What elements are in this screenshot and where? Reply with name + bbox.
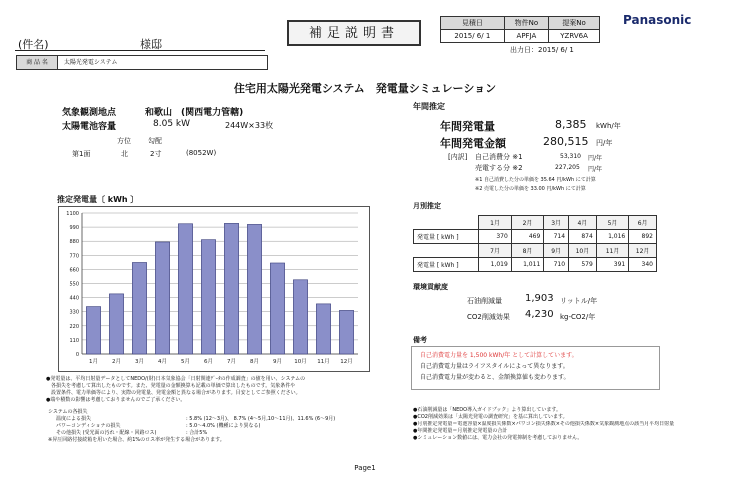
y-tick-label: 990 bbox=[69, 225, 79, 232]
month-header: 12月 bbox=[629, 244, 657, 258]
y-tick-label: 220 bbox=[69, 323, 79, 330]
month-value: 1,016 bbox=[596, 230, 628, 244]
annual-money-unit: 円/年 bbox=[596, 139, 613, 147]
breakdown-label: [内訳] bbox=[448, 153, 468, 161]
annual-gen-label: 年間発電量 bbox=[440, 120, 495, 133]
month-value: 370 bbox=[479, 230, 511, 244]
month-header: 10月 bbox=[569, 244, 597, 258]
month-header: 8月 bbox=[511, 244, 543, 258]
face-direction: 北 bbox=[121, 150, 128, 158]
x-tick-label: 8月 bbox=[250, 359, 259, 365]
month-header: 3月 bbox=[544, 216, 569, 230]
month-value: 340 bbox=[629, 258, 657, 272]
meta-header: 物件No bbox=[504, 17, 548, 30]
bar bbox=[201, 240, 215, 354]
y-tick-label: 1100 bbox=[66, 211, 79, 217]
note-line: ●端や積数の影響は考慮しておりませんのでご了承ください。 bbox=[46, 397, 186, 403]
bottom-note: ●月別推定発電量＝電池容量×温度損失係数×パワコン損失係数×その他損失係数×気象観測地点の該当月平均日射量 bbox=[413, 421, 675, 427]
co2-label: CO2削減効果 bbox=[467, 313, 510, 321]
note-line: ●発電量は、平均日射量データとしてNEDO/(財)日本気象協会「日射関連ﾃﾞｰﾀの作成調査」の値を用い、システムの bbox=[46, 376, 306, 382]
monthly-title: 月別推定 bbox=[413, 202, 441, 210]
monthly-table bbox=[413, 215, 657, 272]
month-header: 11月 bbox=[596, 244, 628, 258]
case-name: 様邸 bbox=[140, 38, 162, 51]
month-value: 892 bbox=[629, 230, 657, 244]
oil-label: 石油削減量 bbox=[467, 297, 502, 305]
self-unit: 円/年 bbox=[588, 155, 603, 162]
month-header: 1月 bbox=[479, 216, 511, 230]
case-label: (件名) bbox=[18, 38, 49, 51]
bar bbox=[109, 294, 123, 354]
bar bbox=[86, 307, 100, 354]
x-tick-label: 10月 bbox=[294, 359, 307, 365]
face-slope: 2寸 bbox=[150, 150, 162, 158]
table-corner bbox=[414, 216, 479, 230]
bar-chart bbox=[58, 206, 368, 370]
face-label: 第1面 bbox=[72, 150, 91, 158]
loss-row bbox=[48, 430, 408, 437]
bar bbox=[293, 280, 307, 354]
month-header: 4月 bbox=[569, 216, 597, 230]
note-line: 各損失を考慮して算出したものです。また、発電量の金額換算も記載の単価で算出したものです。気象条件や bbox=[46, 383, 296, 389]
x-tick-label: 3月 bbox=[135, 359, 144, 365]
month-value: 710 bbox=[544, 258, 569, 272]
annual-gen-value: 8,385 bbox=[555, 118, 587, 131]
bar bbox=[178, 224, 192, 354]
remarks-text bbox=[420, 352, 655, 382]
loss-name: パワーコンディショナの損失 bbox=[56, 423, 121, 429]
row-label: 発電量 [ kWh ] bbox=[414, 258, 479, 272]
case-underline bbox=[15, 50, 265, 51]
loss-block bbox=[48, 409, 408, 444]
annual-money-value: 280,515 bbox=[543, 135, 589, 148]
self-label: 自己消費分 ※1 bbox=[475, 153, 523, 161]
capacity-detail: 244W×33枚 bbox=[225, 121, 274, 130]
page-number: Page1 bbox=[354, 464, 376, 472]
month-value: 391 bbox=[596, 258, 628, 272]
bar bbox=[270, 263, 284, 354]
co2-value: 4,230 bbox=[525, 309, 554, 320]
sell-label: 売電する分 ※2 bbox=[475, 164, 523, 172]
x-tick-label: 4月 bbox=[158, 359, 167, 365]
chart-title: 推定発電量〔 kWh 〕 bbox=[57, 195, 139, 204]
bar bbox=[339, 310, 353, 354]
month-value: 469 bbox=[511, 230, 543, 244]
annual-gen-unit: kWh/年 bbox=[596, 122, 621, 130]
loss-value: : 5.0～4.0% (機種により異なる) bbox=[186, 423, 261, 429]
y-tick-label: 440 bbox=[69, 295, 79, 302]
month-value: 714 bbox=[544, 230, 569, 244]
month-value: 579 bbox=[569, 258, 597, 272]
loss-name: その他損失 (受光面の汚れ・配線・回路ロス) bbox=[56, 430, 157, 436]
row-label: 発電量 [ kWh ] bbox=[414, 230, 479, 244]
y-tick-label: 550 bbox=[69, 281, 79, 288]
face-watts: (8052W) bbox=[186, 149, 217, 157]
sell-value: 227,205 bbox=[555, 164, 580, 171]
oil-value: 1,903 bbox=[525, 293, 554, 304]
remark-line: 自己消費電力量が変わると、金額換算値も変わります。 bbox=[420, 374, 570, 381]
loss-title: システムの各損失 bbox=[48, 409, 88, 415]
product-value: 太陽光発電システム bbox=[63, 59, 118, 66]
output-date: 出力日：2015/ 6/ 1 bbox=[510, 46, 574, 54]
doc-title: 補足説明書 bbox=[308, 26, 399, 41]
footnote-1: ※1 自己消費した分の単価を 35.64 円/kWh にて計算 bbox=[475, 177, 596, 183]
doc-title-box bbox=[287, 20, 421, 46]
annual-title: 年間推定 bbox=[413, 102, 445, 111]
loss-value: : 合計5% bbox=[186, 430, 208, 436]
meta-table bbox=[440, 16, 600, 43]
y-tick-label: 330 bbox=[69, 309, 79, 316]
x-tick-label: 7月 bbox=[227, 359, 236, 365]
x-tick-label: 6月 bbox=[204, 359, 213, 365]
self-value: 53,310 bbox=[560, 153, 581, 160]
y-tick-label: 0 bbox=[75, 352, 79, 358]
footnote-2: ※2 売電した分の単価を 33.00 円/kWh にて計算 bbox=[475, 186, 586, 192]
x-tick-label: 2月 bbox=[112, 359, 121, 365]
orient-header-direction: 方位 bbox=[117, 137, 131, 145]
x-tick-label: 5月 bbox=[181, 359, 190, 365]
loss-value: : 5.8% (12～3月)、 8.7% (4～5月,10～11月)、11.6% (6～9月) bbox=[186, 416, 336, 422]
loss-row bbox=[48, 423, 408, 430]
bottom-notes bbox=[413, 407, 723, 442]
note-line: 設置条件、電力単価等により、実際の発電量、発電金額と異なる場合があります。目安としてご参照ください。 bbox=[46, 390, 301, 396]
month-header: 6月 bbox=[629, 216, 657, 230]
remark-line: 自己消費電力量はライフスタイルによって異なります。 bbox=[420, 363, 569, 370]
y-tick-label: 880 bbox=[69, 239, 79, 246]
bottom-note: ●石油削減量は「NEDO導入ガイドブック」より算出しています。 bbox=[413, 407, 562, 413]
bar bbox=[247, 224, 261, 354]
meta-value: 2015/ 6/ 1 bbox=[441, 30, 505, 43]
x-tick-label: 1月 bbox=[89, 359, 98, 365]
loss-note: ※昇圧回路付接続箱を用いた場合、約1%のロス率が発生する場合があります。 bbox=[48, 437, 225, 443]
loss-row bbox=[48, 416, 408, 423]
y-tick-label: 660 bbox=[69, 267, 79, 274]
bottom-note: ●シミュレーション数値には、電力会社の発電抑制を考慮しておりません。 bbox=[413, 435, 583, 441]
meta-value: YZRV6A bbox=[549, 30, 600, 43]
bar bbox=[316, 304, 330, 354]
month-header: 9月 bbox=[544, 244, 569, 258]
y-tick-label: 770 bbox=[69, 253, 79, 260]
month-value: 874 bbox=[569, 230, 597, 244]
meta-header: 見積日 bbox=[441, 17, 505, 30]
meta-header: 提案No bbox=[549, 17, 600, 30]
sell-unit: 円/年 bbox=[588, 166, 603, 173]
annual-money-label: 年間発電金額 bbox=[440, 137, 506, 150]
brand-logo: Panasonic bbox=[623, 13, 692, 27]
bottom-note: ●年間推定発電量＝月別推定発電量の合計 bbox=[413, 428, 508, 434]
bar bbox=[155, 242, 169, 354]
bar bbox=[224, 223, 238, 354]
remarks-title: 備考 bbox=[413, 336, 427, 344]
x-tick-label: 11月 bbox=[317, 359, 330, 365]
loss-name: 温度による損失 bbox=[56, 416, 92, 422]
remark-line: 自己消費電力量を 1,500 kWh/年 として計算しています。 bbox=[420, 352, 578, 359]
x-tick-label: 12月 bbox=[340, 359, 353, 365]
notes-block bbox=[46, 376, 406, 404]
bar bbox=[132, 262, 146, 354]
capacity-value: 8.05 kW bbox=[153, 119, 191, 129]
month-value: 1,011 bbox=[511, 258, 543, 272]
month-value: 1,019 bbox=[479, 258, 511, 272]
month-header: 7月 bbox=[479, 244, 511, 258]
meta-value: APFJA bbox=[504, 30, 548, 43]
month-header: 5月 bbox=[596, 216, 628, 230]
station-value: 和歌山 (関西電力管轄) bbox=[145, 108, 244, 118]
y-tick-label: 110 bbox=[69, 337, 79, 344]
env-title: 環境貢献度 bbox=[413, 283, 448, 291]
x-tick-label: 9月 bbox=[273, 359, 282, 365]
bottom-note: ●CO2削減効果は「太陽光発電の調査研究」を基に算出しています。 bbox=[413, 414, 568, 420]
oil-unit: リットル/年 bbox=[560, 297, 598, 305]
main-title: 住宅用太陽光発電システム 発電量シミュレーション bbox=[233, 82, 497, 95]
station-label: 気象観測地点 bbox=[62, 108, 117, 118]
co2-unit: kg-CO2/年 bbox=[560, 313, 596, 321]
orient-header-slope: 勾配 bbox=[148, 137, 162, 145]
capacity-label: 太陽電池容量 bbox=[62, 122, 117, 132]
table-corner bbox=[414, 244, 479, 258]
month-header: 2月 bbox=[511, 216, 543, 230]
product-row bbox=[16, 55, 268, 70]
product-label: 商 品 名 bbox=[17, 56, 58, 69]
